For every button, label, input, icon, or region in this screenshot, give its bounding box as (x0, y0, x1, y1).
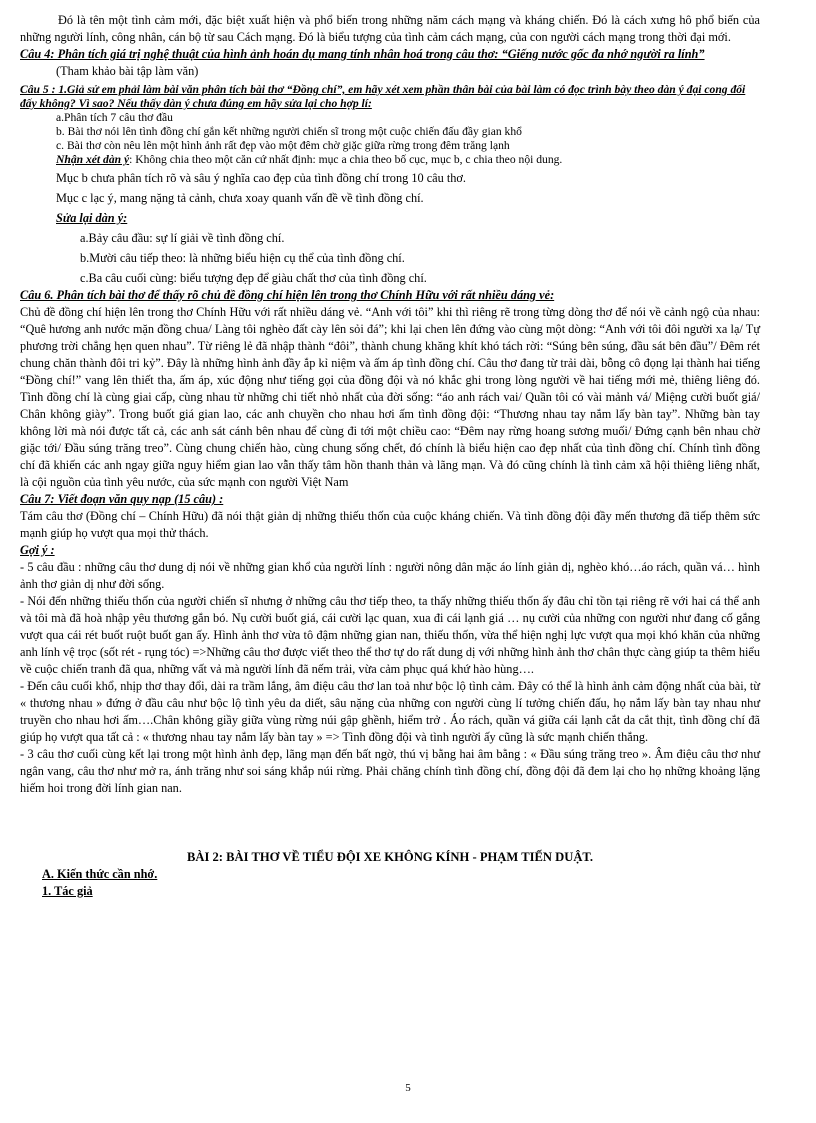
lesson-2-title: BÀI 2: BÀI THƠ VỀ TIỂU ĐỘI XE KHÔNG KÍNH - PHẠM TIẾN DUẬT. (186, 850, 594, 864)
outline-review-c: Mục c lạc ý, mang nặng tả cảnh, chưa xoay quanh vấn đề về tình đồng chí. (56, 191, 424, 205)
hint-item: - 5 câu đầu : những câu thơ dung dị nói về những gian khổ của người lính : người nông dân mặc áo lính giản dị, nghèo khó…áo rách, quần vá… hình ảnh thơ giản dị như đời sống. (20, 560, 760, 591)
section-a-heading: A. Kiến thức cần nhớ. (42, 867, 158, 881)
fix-item-c: c.Ba câu cuối cùng: biểu tượng đẹp để giàu chất thơ của tình đồng chí. (80, 271, 427, 285)
outline-review-b: Mục b chưa phân tích rõ và sâu ý nghĩa cao đẹp của tình đồng chí trong 10 câu thơ. (56, 171, 466, 185)
outline-review (20, 153, 760, 167)
question-4-note: (Tham khảo bài tập làm văn) (56, 64, 199, 78)
intro-paragraph: Đó là tên một tình cảm mới, đặc biệt xuất hiện và phổ biến trong những năm cách mạng và kháng chiến. Đó là cách xưng hô phổ biến của những người lính, công nhân, cán bộ từ sau Cách mạng. Đó là biểu tượng của tình cảm cách mạng, của con người cách mạng trong thời đại mới. (20, 13, 760, 44)
outline-item-b: b. Bài thơ nói lên tình đồng chí gắn kết những người chiến sĩ trong một cuộc chiến đấu đầy gian khổ (56, 125, 522, 138)
outline-fix-label: Sửa lại dàn ý: (56, 211, 128, 225)
outline-review-label: Nhận xét dàn ý (56, 153, 130, 166)
question-6-heading: Câu 6. Phân tích bài thơ để thấy rõ chủ đề đồng chí hiện lên trong thơ Chính Hữu với rất nhiều dáng vẻ: (20, 288, 555, 302)
fix-item-b: b.Mười câu tiếp theo: là những biểu hiện cụ thể của tình đồng chí. (80, 251, 405, 265)
hint-item: - Đến câu cuối khổ, nhịp thơ thay đổi, dài ra trầm lắng, âm điệu câu thơ lan toả như bộc lộ tình cảm. Đây có thể là hình ảnh cảm động nhất của bài, từ « thương nhau » đứng ở đầu câu như bộc lộ tình yêu da diết, sâu nặng của những con người cùng lí tưởng chiến đấu, họ nắm lấy bàn tay nhau như truyền cho nhau hơi ấm….Chân không giầy giữa vùng rừng núi gập ghềnh, hiểm trở . Áo rách, quần vá giữa cái lạnh cắt da cắt thịt, tình đồng chí đã giúp họ vượt qua tất cả : « thương nhau tay nắm lấy bàn tay » => Tình đồng đội và tình người ấy cũng là sức mạnh chiến thắng. (20, 679, 760, 744)
outline-review-text: : Không chia theo một căn cứ nhất định: mục a chia theo bố cục, mục b, c chia theo nội dung. (129, 153, 563, 166)
question-4-heading: Câu 4: Phân tích giá trị nghệ thuật của hình ảnh hoán dụ mang tính nhân hoá trong câu thơ: “Giếng nước gốc đa nhớ người ra lính” (20, 47, 705, 61)
hint-label: Gợi ý : (20, 543, 55, 557)
hint-item: - 3 câu thơ cuối cùng kết lại trong một hình ảnh đẹp, lãng mạn đến bất ngờ, thú vị bằng hai âm bằng : « Đầu súng trăng treo ». Âm điệu câu thơ như ngân vang, câu thơ như mở ra, ánh trăng như soi sáng khắp núi rừng. Phải chăng chính tình đồng chí, đồng đội đã đem lại cho họ những khoảng lặng hiếm hoi trong đời lính gian nan. (20, 747, 760, 795)
question-7-heading: Câu 7: Viết đoạn văn quy nạp (15 câu) : (20, 492, 224, 506)
section-1-heading: 1. Tác giả (42, 884, 93, 898)
outline-item-a: a.Phân tích 7 câu thơ đầu (56, 111, 173, 124)
fix-item-a: a.Bảy câu đầu: sự lí giải về tình đồng chí. (80, 231, 285, 245)
page-content (20, 12, 760, 900)
question-6-body: Chủ đề đồng chí hiện lên trong thơ Chính Hữu với rất nhiều dáng vẻ. “Anh với tôi” khi thì riêng rẽ trong từng dòng thơ để nói về cảnh ngộ của nhau: “Quê hương anh nước mặn đồng chua/ Làng tôi nghèo đất cày lên sỏi đá”; khi lại chen lên đứng vào cùng một dòng: “Anh với tôi đôi người xa lạ/ Tự phương trời chẳng hẹn quen nhau”. Từ riêng lẻ đã nhập thành “đôi”, thành chung khăng khít khó tách rời: “Súng bên súng, đầu sát bên đầu”/ Đêm rét chung chăn thành đôi tri kỷ”. Đây là những hình ảnh đầy ắp kỉ niệm và ấm áp tình đồng chí. Câu thơ đang từ trải dài, bỗng cô đọng lại thành hai tiếng “Đồng chí!” vang lên thiết tha, ấm áp, xúc động như tiếng gọi của đồng đội và nó khắc ghi trong lòng người về hai tiếng mới mẻ, thiêng liêng đó. Tình đồng chí là cùng giai cấp, cùng nhau từ những chi tiết nhỏ nhất của đời sống: “áo anh rách vai/ Quần tôi có vài mảnh vá/ Miệng cười buốt giá/ Chân không giày”. Trong buốt giá gian lao, các anh chuyền cho nhau hơi ấm tình đồng đội: “Thương nhau tay nắm lấy bàn tay”. Những bàn tay không lời mà nói được tất cả, các anh sát cánh bên nhau để cùng đi tới một chiều cao: “Đêm nay rừng hoang sương muối/ Đứng cạnh bên nhau chờ giặc tới/ Đầu súng trăng treo”. Cùng chung chiến hào, cùng chung sống chết, đó chính là biểu hiện cao đẹp nhất của tình đồng chí. Chính tình đồng chí đã khiến các anh ngay giữa nguy hiểm gian lao vẫn thấy tâm hồn thanh thản và lãng mạn. Và đó cũng chính là tình cảm xã hội thiêng liêng nhất, là cội nguồn của tình yêu nước, của sức mạnh con người Việt Nam (20, 305, 760, 489)
outline-item-c: c. Bài thơ còn nêu lên một hình ảnh rất đẹp vào một đêm chờ giặc giữa rừng trong đêm trăng lạnh (56, 139, 510, 152)
hint-item: - Nói đến những thiếu thốn của người chiến sĩ nhưng ở những câu thơ tiếp theo, ta thấy những thiếu thốn ấy đâu chỉ tồn tại riêng rẽ với hai cá thể anh và tôi mà đã hoà nhập yêu thương gắn bó. Nụ cười buốt giá, cái cười lạc quan, xua đi cái lạnh giá … nụ cười của những con người như đang cố gắng vượt qua cái rét buốt ruột buốt gan ấy. Hình ảnh thơ vừa tô đậm những gian nan, thiếu thốn, vừa thể hiện nghị lực vượt qua mọi khó khăn của những anh lính vệ trọc (sốt rét - rụng tóc) =>Những câu thơ được viết theo thể thơ tự do rất dung dị với những hình ảnh thơ chân thực càng giúp ta thêm hiểu về cuộc chiến tranh đã qua, những vất vả mà người lính đã nếm trải, vừa cảm phục quá khứ hào hùng…. (20, 594, 760, 676)
page-number: 5 (405, 1082, 411, 1094)
question-5-heading: Câu 5 : 1.Giả sử em phải làm bài văn phân tích bài thơ “Đồng chí”, em hãy xét xem phần thân bài của bài làm có đọc trình bày theo dàn ý đại cong đối đấy không? Vì sao? Nếu thấy dàn ý chưa đúng em hãy sửa lại cho hợp lí: (20, 83, 746, 110)
question-7-body: Tám câu thơ (Đồng chí – Chính Hữu) đã nói thật giản dị những thiếu thốn của cuộc kháng chiến. Và tình đồng đội đầy mến thương đã tiếp thêm sức mạnh giúp họ vượt qua mọi thử thách. (20, 509, 760, 540)
